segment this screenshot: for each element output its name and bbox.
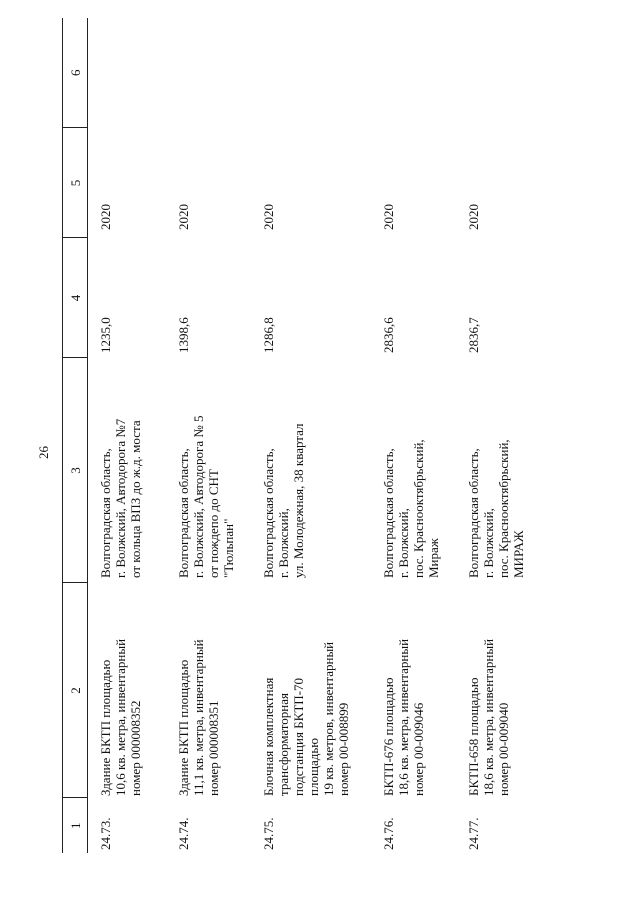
object-year: 2020 — [261, 204, 276, 230]
object-year: 2020 — [466, 204, 481, 230]
object-address: Волгоградская область, г. Волжский, ул. Молодежная, 38 квартал — [261, 423, 306, 578]
property-table — [62, 18, 546, 853]
object-col6 — [456, 18, 546, 128]
row-number: 24.76. — [381, 817, 396, 850]
row-number: 24.75. — [261, 817, 276, 850]
table-row — [371, 18, 456, 853]
table-row — [166, 18, 251, 853]
object-value: 2836,6 — [381, 317, 396, 353]
object-year: 2020 — [98, 204, 113, 230]
object-address: Волгоградская область, г. Волжский, пос. Краснооктябрьский, МИРАЖ — [466, 439, 526, 578]
row-number: 24.73. — [98, 817, 113, 850]
object-value: 1398,6 — [176, 317, 191, 353]
object-col6 — [251, 18, 371, 128]
page-number: 26 — [36, 446, 51, 459]
header-cell-6: 6 — [63, 18, 88, 128]
object-year: 2020 — [176, 204, 191, 230]
header-cell-1: 1 — [63, 798, 88, 853]
header-cell-5: 5 — [63, 128, 88, 238]
table-header-row — [63, 18, 88, 853]
object-address: Волгоградская область, г. Волжский, Автодорога №7 от кольца ВПЗ до ж.д. моста — [98, 418, 143, 578]
object-address: Волгоградская область, г. Волжский, Автодорога № 5 от пождепо до СНТ "Тюльпан" — [176, 415, 236, 578]
table-row — [456, 18, 546, 853]
object-name: БКТП-676 площадью 18,6 кв. метра, инвентарный номер 00-009046 — [381, 638, 426, 796]
object-value: 1286,8 — [261, 317, 276, 353]
table-row — [88, 18, 167, 853]
object-name: Здание БКТП площадью 11,1 кв. метра, инвентарный номер 000008351 — [176, 639, 221, 796]
object-value: 2836,7 — [466, 317, 481, 353]
table-row — [251, 18, 371, 853]
object-name: БКТП-658 площадью 18,6 кв. метра, инвентарный номер 00-009040 — [466, 638, 511, 796]
object-value: 1235,0 — [98, 317, 113, 353]
header-cell-4: 4 — [63, 238, 88, 358]
object-year: 2020 — [381, 204, 396, 230]
object-col6 — [371, 18, 456, 128]
object-name: Блочная комплектная трансформаторная подстанция БКТП-70 площадью 19 кв. метров, инвентарный номер 00-008899 — [261, 641, 351, 796]
object-col6 — [88, 18, 167, 128]
object-name: Здание БКТП площадью 10,6 кв. метра, инвентарный номер 000008352 — [98, 638, 143, 796]
row-number: 24.77. — [466, 817, 481, 850]
row-number: 24.74. — [176, 817, 191, 850]
object-address: Волгоградская область, г. Волжский, пос. Краснооктябрьский, Мираж — [381, 439, 441, 578]
object-col6 — [166, 18, 251, 128]
header-cell-3: 3 — [63, 358, 88, 583]
header-cell-2: 2 — [63, 583, 88, 798]
